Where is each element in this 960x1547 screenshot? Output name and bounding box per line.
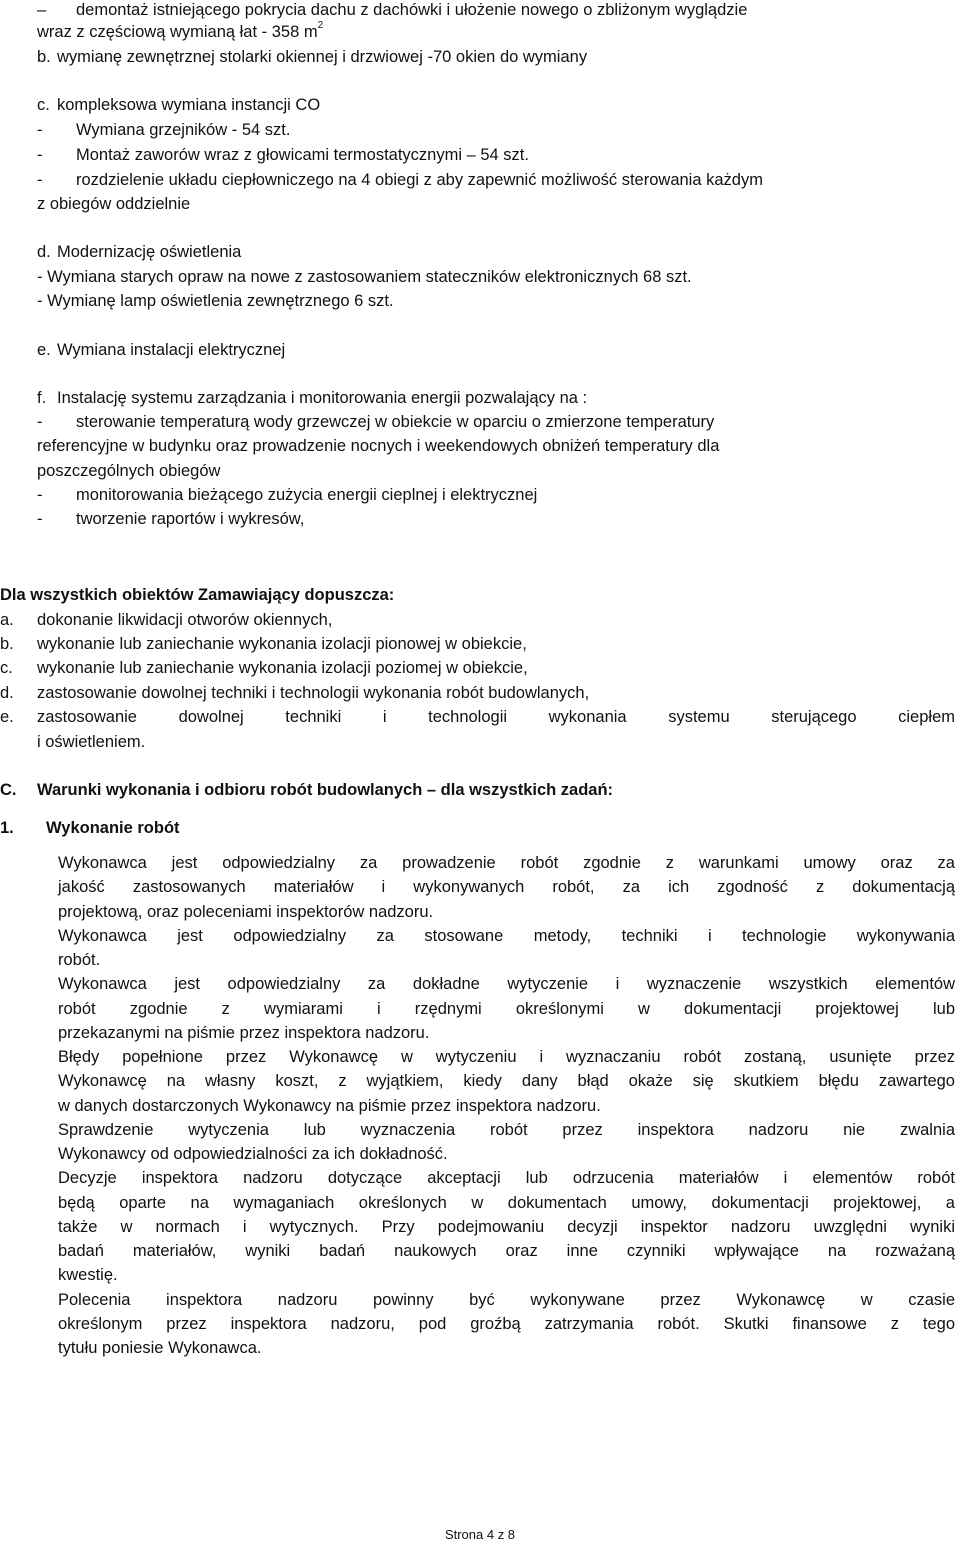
section-c-heading: Warunki wykonania i odbioru robót budowlanych – dla wszystkich zadań: <box>37 781 614 799</box>
item-e-text: Wymiana instalacji elektrycznej <box>57 341 286 359</box>
dash-marker: - <box>37 486 43 504</box>
d-subitem: - Wymianę lamp oświetlenia zewnętrznego 6 szt. <box>37 292 394 310</box>
body-line: określonym przez inspektora nadzoru, pod groźbą zatrzymania robót. Skutki finansowe z tego <box>58 1315 955 1333</box>
allow-item: wykonanie lub zaniechanie wykonania izolacji poziomej w obiekcie, <box>37 659 528 677</box>
item-c-text: kompleksowa wymiana instancji CO <box>57 96 321 114</box>
body-line: projektową, oraz poleceniami inspektorów nadzoru. <box>58 903 434 921</box>
c-subitem: Montaż zaworów wraz z głowicami termostatycznymi – 54 szt. <box>76 146 529 164</box>
roof-item-line1: demontaż istniejącego pokrycia dachu z dachówki i ułożenie nowego o zbliżonym wyglądzie <box>76 1 748 19</box>
dash-marker: - <box>37 413 43 431</box>
body-line: Błędy popełnione przez Wykonawcę w wytyczeniu i wyznaczaniu robót zostaną, usunięte przez <box>58 1048 955 1066</box>
allow-item-cont: i oświetleniem. <box>37 733 146 751</box>
body-line: w danych dostarczonych Wykonawcy na piśmie przez inspektora nadzoru. <box>58 1097 601 1115</box>
dash-marker: - <box>37 171 43 189</box>
item-e-marker: e. <box>37 341 51 359</box>
body-line: Wykonawcy od odpowiedzialności za ich dokładność. <box>58 1145 448 1163</box>
f-subitem-cont: poszczególnych obiegów <box>37 462 221 480</box>
item-d-marker: d. <box>37 243 51 261</box>
superscript: 2 <box>317 20 324 31</box>
f-subitem: sterowanie temperaturą wody grzewczej w obiekcie w oparciu o zmierzone temperatury <box>76 413 715 431</box>
roof-item-line2: wraz z częściową wymianą łat - 358 $m^2$ <box>37 20 324 41</box>
allow-item: zastosowanie dowolnej techniki i technologii wykonania robót budowlanych, <box>37 684 590 702</box>
d-subitem: - Wymiana starych opraw na nowe z zastosowaniem stateczników elektronicznych 68 szt. <box>37 268 692 286</box>
item-f-marker: f. <box>37 389 47 407</box>
c-subitem-cont: z obiegów oddzielnie <box>37 195 191 213</box>
c-subitem: rozdzielenie układu ciepłowniczego na 4 obiegi z aby zapewnić możliwość sterowania każdym <box>76 171 763 189</box>
body-line: Wykonawca jest odpowiedzialny za dokładne wytyczenie i wyznaczenie wszystkich elementów <box>58 975 955 993</box>
allow-marker: b. <box>0 635 14 653</box>
dash-marker: - <box>37 146 43 164</box>
allow-marker: a. <box>0 611 14 629</box>
body-line: będą oparte na wymaganiach określonych w dokumentach umowy, dokumentacji projektowej, a <box>58 1194 955 1212</box>
subsection-heading: Wykonanie robót <box>46 819 180 837</box>
allow-heading: Dla wszystkich obiektów Zamawiający dopuszcza: <box>0 586 395 604</box>
dash-marker: – <box>37 1 47 19</box>
item-b-marker: b. <box>37 48 51 66</box>
body-line: kwestię. <box>58 1266 118 1284</box>
subsection-marker: 1. <box>0 819 14 837</box>
f-subitem: monitorowania bieżącego zużycia energii cieplnej i elektrycznej <box>76 486 538 504</box>
item-b-text: wymianę zewnętrznej stolarki okiennej i drzwiowej -70 okien do wymiany <box>57 48 588 66</box>
body-line: robót zgodnie z wymiarami i rzędnymi określonymi w dokumentacji projektowej lub <box>58 1000 955 1018</box>
body-line: także w normach i wytycznych. Przy podejmowaniu decyzji inspektor nadzoru uwzględni wyniki <box>58 1218 955 1236</box>
allow-item: dokonanie likwidacji otworów okiennych, <box>37 611 333 629</box>
dash-marker: - <box>37 510 43 528</box>
section-c-marker: C. <box>0 781 17 799</box>
body-line: tytułu poniesie Wykonawca. <box>58 1339 262 1357</box>
body-line: przekazanymi na piśmie przez inspektora nadzoru. <box>58 1024 430 1042</box>
page-number: Strona 4 z 8 <box>444 1527 516 1542</box>
body-line: jakość zastosowanych materiałów i wykonywanych robót, za ich zgodność z dokumentacją <box>58 878 955 896</box>
allow-marker: c. <box>0 659 13 677</box>
body-line: Wykonawca jest odpowiedzialny za prowadzenie robót zgodnie z warunkami umowy oraz za <box>58 854 955 872</box>
body-line: Wykonawca jest odpowiedzialny za stosowane metody, techniki i technologie wykonywania <box>58 927 955 945</box>
body-line: Sprawdzenie wytyczenia lub wyznaczenia robót przez inspektora nadzoru nie zwalnia <box>58 1121 955 1139</box>
body-line: robót. <box>58 951 101 969</box>
dash-marker: - <box>37 121 43 139</box>
f-subitem-cont: referencyjne w budynku oraz prowadzenie nocnych i weekendowych obniżeń temperatury dla <box>37 437 720 455</box>
body-line: Decyzje inspektora nadzoru dotyczące akceptacji lub odrzucenia materiałów i elementów robót <box>58 1169 955 1187</box>
allow-marker: e. <box>0 708 14 726</box>
item-f-text: Instalację systemu zarządzania i monitorowania energii pozwalający na : <box>57 389 588 407</box>
body-line: badań materiałów, wyniki badań naukowych oraz inne czynniki wpływające na rozważaną <box>58 1242 955 1260</box>
c-subitem: Wymiana grzejników - 54 szt. <box>76 121 291 139</box>
allow-item: wykonanie lub zaniechanie wykonania izolacji pionowej w obiekcie, <box>37 635 527 653</box>
body-line: Polecenia inspektora nadzoru powinny być wykonywane przez Wykonawcę w czasie <box>58 1291 955 1309</box>
f-subitem: tworzenie raportów i wykresów, <box>76 510 305 528</box>
allow-marker: d. <box>0 684 14 702</box>
item-d-text: Modernizację oświetlenia <box>57 243 242 261</box>
body-line: Wykonawcę na własny koszt, z wyjątkiem, kiedy dany błąd okaże się skutkiem błędu zawartego <box>58 1072 955 1090</box>
item-c-marker: c. <box>37 96 50 114</box>
allow-item: zastosowanie dowolnej techniki i technologii wykonania systemu sterującego ciepłem <box>37 708 955 726</box>
